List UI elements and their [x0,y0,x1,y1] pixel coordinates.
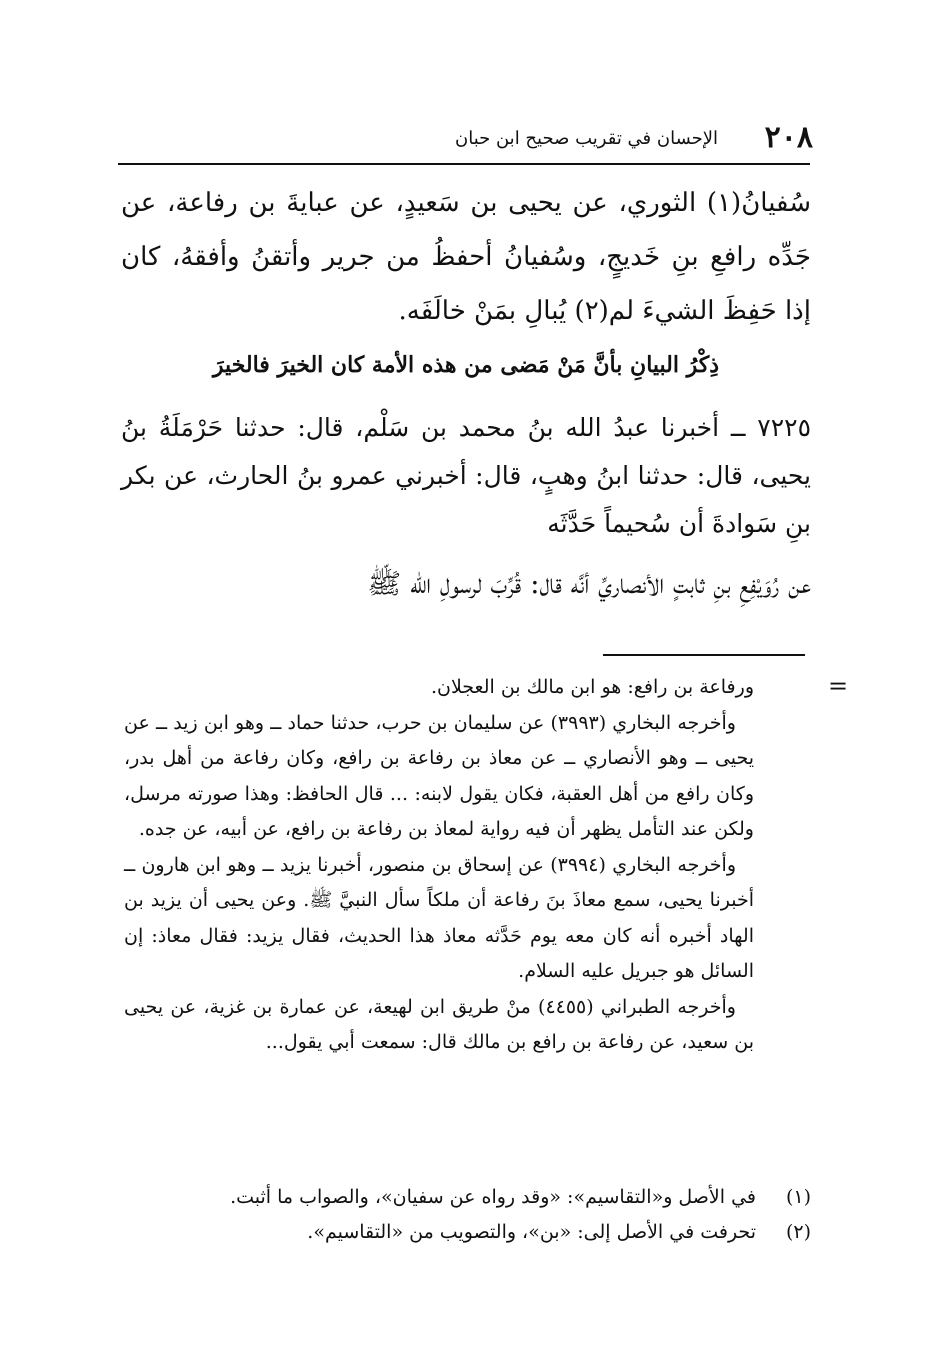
note-paragraph [124,990,754,1061]
main-line: جَدِّه رافعِ بنِ خَديجٍ، وسُفيانُ أحفظُ من جرير وأتقنُ وأفقهُ، كان [121,242,811,272]
note-line: ــ وهو ابن زيد ــ عن يحيى ــ وهو الأنصاري ــ عن معاذ بن رفاعة بن [124,711,754,769]
footnote-number: (٢) [785,1221,811,1243]
footnote-text: تحرفت في الأصل إلى: «بن»، والتصويب من «التقاسيم». [307,1221,756,1243]
note-line: يقول... [265,1031,323,1053]
note-line: غزية، عن يحيى بن سعيد، عن رفاعة بن رافع بن مالك قال: سمعت أبي [124,995,754,1053]
footnote-text: في الأصل و«التقاسيم»: «وقد رواه عن سفيان»، والصواب ما أثبت. [230,1186,756,1208]
footnote-item [121,1180,811,1215]
note-line: وأخرجه البخاري (٣٩٩٣) عن سليمان بن حرب، حدثنا حماد [287,711,736,734]
hadith-isnad [121,404,811,548]
footnote-item [121,1215,811,1250]
note-paragraph [124,670,754,706]
note-line: وأخرجه البخاري (٣٩٩٤) عن إسحاق بن منصور، أخبرنا يزيد [279,853,737,876]
running-title: الإحسان في تقريب صحيح ابن حبان [455,128,719,149]
hadith-matn: عن رُوَيْفِعِ بنِ ثابتٍ الأنصاريِّ أنَّه قال: قُرِّبَ لرسولِ الله ﷺ [367,567,811,600]
main-line: يحيى، قال: حدثنا ابنُ وهبٍ، قال: أخبرني عمرو بنُ الحارث، عن بكر بنِ [121,461,811,538]
footnote-separator [603,654,805,656]
commentary-notes [124,670,754,1061]
note-line: رافع، وكان رفاعة من أهل بدر، وكان رافع من أهل العقبة، فكان يقول [124,747,754,805]
note-line: لابنه: ... قال الحافظ: وهذا صورته مرسل، ولكن عند التأمل يظهر أن [124,782,754,840]
section-heading: ذِكْرُ البيانِ بأنَّ مَنْ مَضى من هذه الأمة كان الخيرَ فالخيرَ [212,352,720,378]
main-line: ٧٢٢٥ ــ أخبرنا عبدُ الله بنُ محمد بن سَلْم، قال: حدثنا حَرْمَلَةُ بنُ [121,413,811,442]
main-paragraph-1 [121,176,811,338]
main-line: سُفيانُ(١) الثوري، عن يحيى بن سَعيدٍ، عن عبايةَ بن رفاعة، عن [121,188,811,218]
note-line: وأخرجه الطبراني (٤٤٥٥) منْ طريق ابن لهيعة، عن عمارة بن [252,995,736,1018]
note-paragraph [124,848,754,990]
main-line: سَوادةَ أن سُحيماً حَدَّثَه [547,509,778,538]
note-line: ــ وهو ابن هارون ــ أخبرنا يحيى، سمع معاذَ بنَ رفاعة أن ملكاً سأل [124,853,754,911]
note-line: ورفاعة بن رافع: هو ابن مالك بن العجلان. [430,676,754,698]
main-line: إذا حَفِظَ الشيءَ لم(٢) يُبالِ بمَنْ خالَفَه. [398,296,811,326]
note-line: هذا الحديث، فقال يزيد: فقال معاذ: إن السائل هو جبريل عليه السلام. [124,924,754,982]
footnotes [121,1180,811,1250]
note-line: النبيَّ ﷺ. وعن يحيى أن يزيد بن الهاد أخبره أنه كان معه يوم حَدَّثه معاذ [124,889,754,947]
continuation-mark: = [828,672,849,700]
footnote-number: (١) [785,1186,811,1208]
note-line: فيه رواية لمعاذ بن رفاعة بن رافع، عن أبيه، عن جده. [138,818,551,840]
note-paragraph [124,706,754,848]
header-rule [118,163,810,165]
page-number: ٢٠٨ [764,120,813,155]
